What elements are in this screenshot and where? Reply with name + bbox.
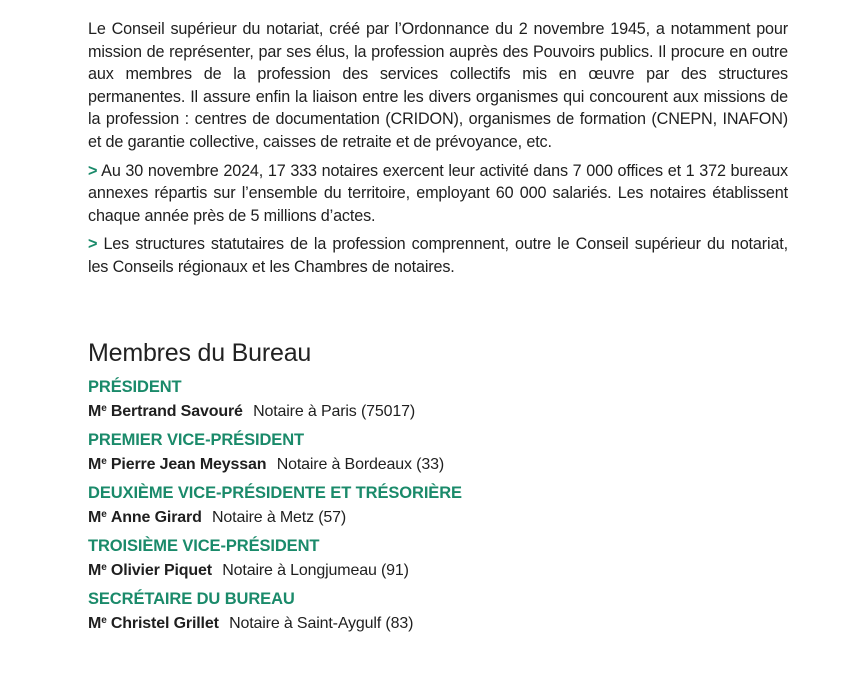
paragraph-text: Au 30 novembre 2024, 17 333 notaires exercent leur activité dans 7 000 offices et 1 372 bureaux annexes répartis sur l’ensemble du territoire, employant 60 000 salariés. Les notaires établissent chaque année près de 5 millions d’actes. xyxy=(88,161,788,225)
member-person xyxy=(88,557,788,582)
paragraph-text: Les structures statutaires de la profession comprennent, outre le Conseil supérieur du notariat, les Conseils régionaux et les Chambres de notaires. xyxy=(88,235,788,276)
bureau-section-title: Membres du Bureau xyxy=(88,338,312,367)
member-role: SECRÉTAIRE DU BUREAU xyxy=(88,589,295,608)
member-entry xyxy=(88,376,788,423)
member-entry xyxy=(88,429,788,476)
member-role: DEUXIÈME VICE-PRÉSIDENTE ET TRÉSORIÈRE xyxy=(88,483,462,502)
member-person xyxy=(88,398,788,423)
member-name: Pierre Jean Meyssan xyxy=(110,455,267,473)
member-entry xyxy=(88,588,788,635)
honorific: Me xyxy=(88,614,107,632)
member-person xyxy=(88,451,788,476)
member-name: Christel Grillet xyxy=(110,614,219,632)
member-location: Notaire à Paris (75017) xyxy=(253,402,416,420)
member-person xyxy=(88,610,788,635)
document-body xyxy=(88,18,788,641)
honorific: Me xyxy=(88,561,107,579)
bullet-arrow: > xyxy=(88,161,98,180)
honorific: Me xyxy=(88,455,107,473)
structures-paragraph xyxy=(88,233,788,278)
member-entry xyxy=(88,535,788,582)
honorific: Me xyxy=(88,402,107,420)
member-name: Olivier Piquet xyxy=(110,561,212,579)
member-name: Anne Girard xyxy=(110,508,202,526)
intro-paragraph xyxy=(88,18,788,154)
member-entry xyxy=(88,482,788,529)
paragraph-text: Le Conseil supérieur du notariat, créé par l’Ordonnance du 2 novembre 1945, a notamment pour mission de représenter, par ses élus, la profession auprès des Pouvoirs publics. Il procure en outre aux membres de la profession des services collectifs mis en œuvre par des structures permanentes. Il assure enfin la liaison entre les divers organismes qui concourent aux missions de la profession : centres de documentation (CRIDON), organismes de formation (CNEPN, INAFON) et de garantie collective, caisses de retraite et de prévoyance, etc. xyxy=(88,20,788,151)
statistics-paragraph xyxy=(88,160,788,228)
member-role: PRÉSIDENT xyxy=(88,377,182,396)
member-location: Notaire à Bordeaux (33) xyxy=(276,455,444,473)
member-name: Bertrand Savouré xyxy=(110,402,243,420)
honorific: Me xyxy=(88,508,107,526)
member-person xyxy=(88,504,788,529)
member-role: TROISIÈME VICE-PRÉSIDENT xyxy=(88,536,320,555)
bullet-arrow: > xyxy=(88,235,98,254)
member-location: Notaire à Longjumeau (91) xyxy=(222,561,409,579)
member-role: PREMIER VICE-PRÉSIDENT xyxy=(88,430,304,449)
member-location: Notaire à Saint-Aygulf (83) xyxy=(229,614,414,632)
member-location: Notaire à Metz (57) xyxy=(212,508,347,526)
